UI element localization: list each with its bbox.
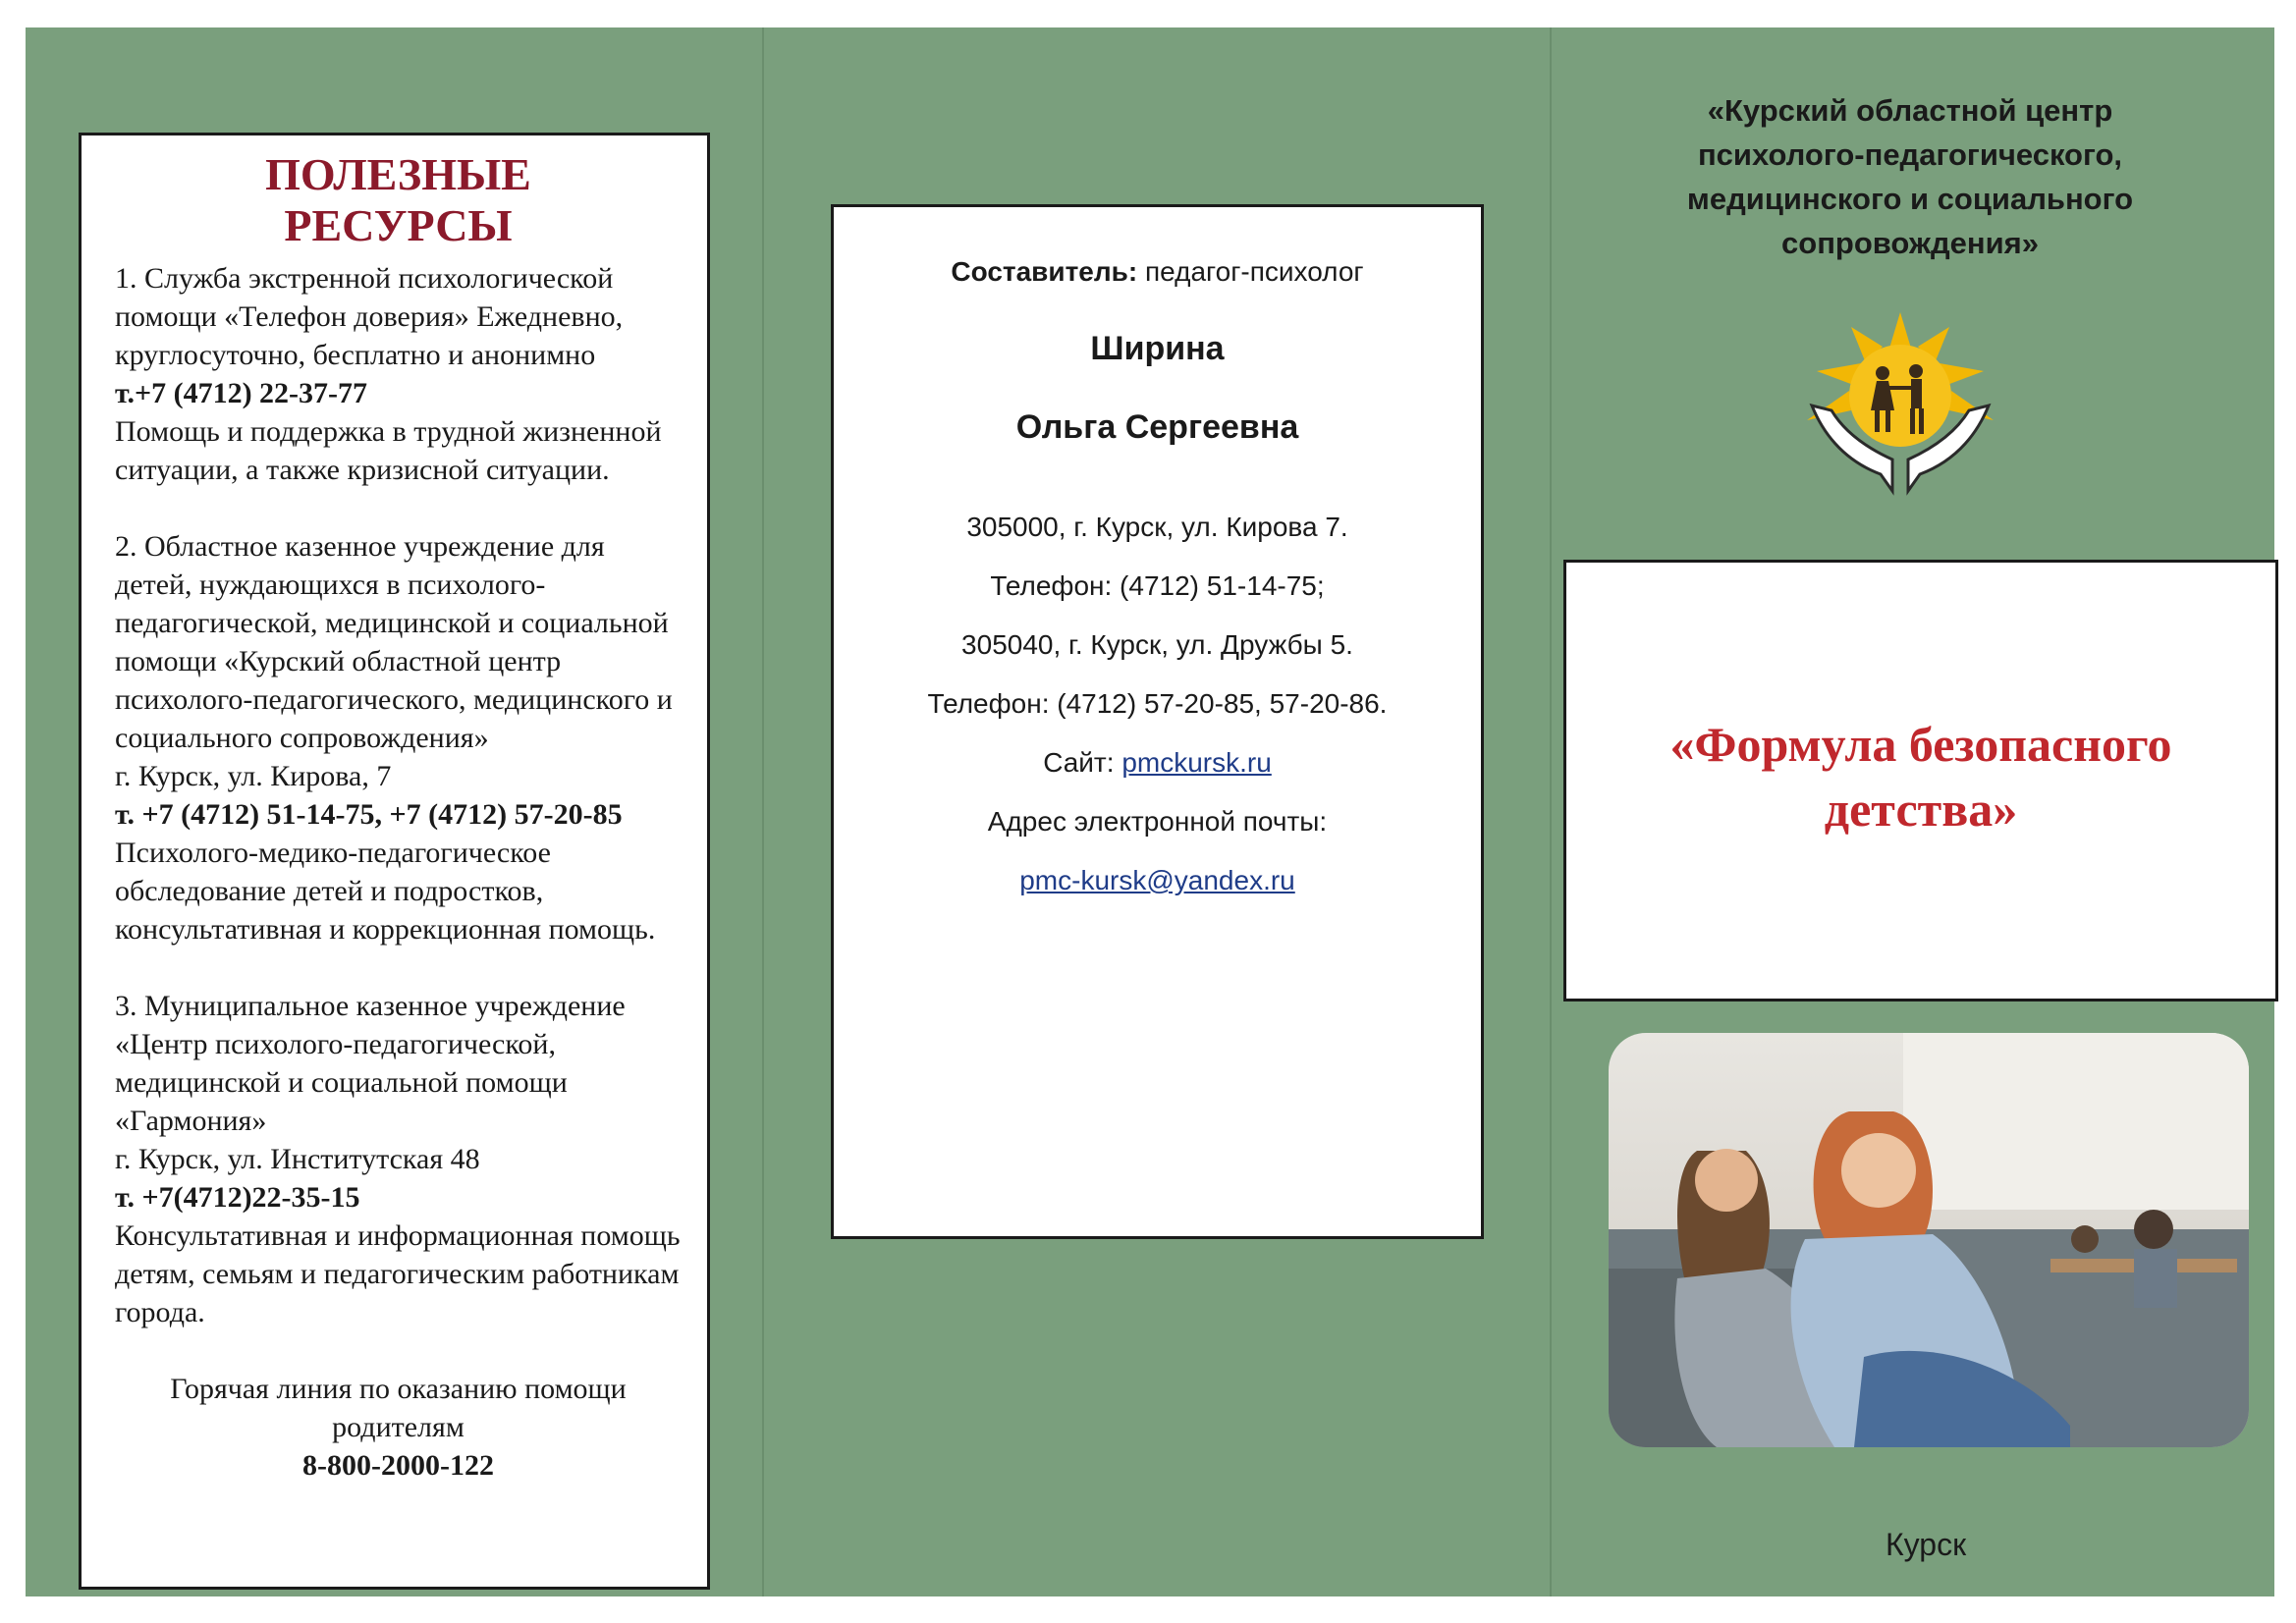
phone-1: Телефон: (4712) 51-14-75; bbox=[990, 570, 1325, 601]
resource-3-address: г. Курск, ул. Институтская 48 bbox=[115, 1143, 480, 1175]
author-label: Составитель: bbox=[951, 256, 1138, 287]
resources-title-line1: ПОЛЕЗНЫЕ bbox=[265, 149, 531, 199]
address-1: 305000, г. Курск, ул. Кирова 7. bbox=[966, 512, 1348, 542]
author-role: педагог-психолог bbox=[1145, 256, 1364, 287]
author-line bbox=[834, 256, 1481, 288]
resource-2-address: г. Курск, ул. Кирова, 7 bbox=[115, 760, 392, 792]
org-line-4: сопровождения» bbox=[1781, 226, 2039, 260]
resource-3-text: 3. Муниципальное казенное учреждение «Центр психолого-педагогической, медицинской и социальной помощи «Гармония» bbox=[115, 990, 626, 1137]
site-line bbox=[834, 747, 1481, 779]
main-title-line-1: «Формула безопасного bbox=[1669, 717, 2172, 772]
hotline-label: Горячая линия по оказанию помощи родителям bbox=[170, 1373, 627, 1443]
resources-panel bbox=[79, 133, 710, 1590]
sun-hands-children-logo-icon bbox=[1802, 312, 1998, 499]
resource-3-desc: Консультативная и информационная помощь детям, семьям и педагогическим работникам города. bbox=[115, 1219, 681, 1328]
site-link[interactable]: pmckursk.ru bbox=[1121, 747, 1272, 778]
address-2: 305040, г. Курск, ул. Дружбы 5. bbox=[961, 629, 1353, 660]
resource-2-phone: т. +7 (4712) 51-14-75, +7 (4712) 57-20-85 bbox=[115, 798, 623, 831]
org-line-2: психолого-педагогического, bbox=[1697, 137, 2123, 172]
fold-line-2 bbox=[1550, 27, 1552, 1596]
email-line bbox=[834, 865, 1481, 896]
org-line-3: медицинского и социального bbox=[1686, 182, 2134, 216]
resource-2-text: 2. Областное казенное учреждение для детей, нуждающихся в психолого-педагогической, медицинской и социальной помощи «Курский областной центр психолого-педагогического, медицинского и социального сопровождения» bbox=[115, 530, 673, 754]
hotline-block bbox=[115, 1370, 682, 1485]
email-label: Адрес электронной почты: bbox=[987, 806, 1328, 837]
resource-item-1 bbox=[115, 259, 682, 489]
resources-title bbox=[115, 149, 682, 251]
main-title bbox=[1566, 712, 2275, 841]
city-label: Курск bbox=[1886, 1527, 1967, 1562]
hotline-number: 8-800-2000-122 bbox=[302, 1449, 494, 1482]
resource-item-2 bbox=[115, 527, 682, 948]
email-link[interactable]: pmc-kursk@yandex.ru bbox=[1019, 865, 1295, 895]
resource-1-phone: т.+7 (4712) 22-37-77 bbox=[115, 377, 368, 409]
contacts-panel bbox=[831, 204, 1484, 1239]
resource-1-desc: Помощь и поддержка в трудной жизненной ситуации, а также кризисной ситуации. bbox=[115, 415, 662, 486]
resource-1-text: 1. Служба экстренной психологической помощи «Телефон доверия» Ежедневно, круглосуточно, бесплатно и анонимно bbox=[115, 262, 624, 371]
author-surname: Ширина bbox=[1090, 330, 1225, 367]
resource-2-desc: Психолого-медико-педагогическое обследование детей и подростков, консультативная и коррекционная помощь. bbox=[115, 837, 656, 946]
fold-line-1 bbox=[762, 27, 764, 1596]
phone-2: Телефон: (4712) 57-20-85, 57-20-86. bbox=[927, 688, 1388, 719]
family-photo bbox=[1609, 1033, 2249, 1447]
org-line-1: «Курский областной центр bbox=[1707, 93, 2113, 128]
resources-title-line2: РЕСУРСЫ bbox=[284, 200, 513, 250]
main-title-line-2: детства» bbox=[1824, 782, 2018, 837]
resource-item-3 bbox=[115, 987, 682, 1331]
main-title-box bbox=[1563, 560, 2278, 1001]
author-name: Ольга Сергеевна bbox=[1015, 408, 1299, 446]
resource-3-phone: т. +7(4712)22-35-15 bbox=[115, 1181, 360, 1214]
organization-title bbox=[1591, 88, 2229, 265]
site-label: Сайт: bbox=[1043, 747, 1115, 778]
